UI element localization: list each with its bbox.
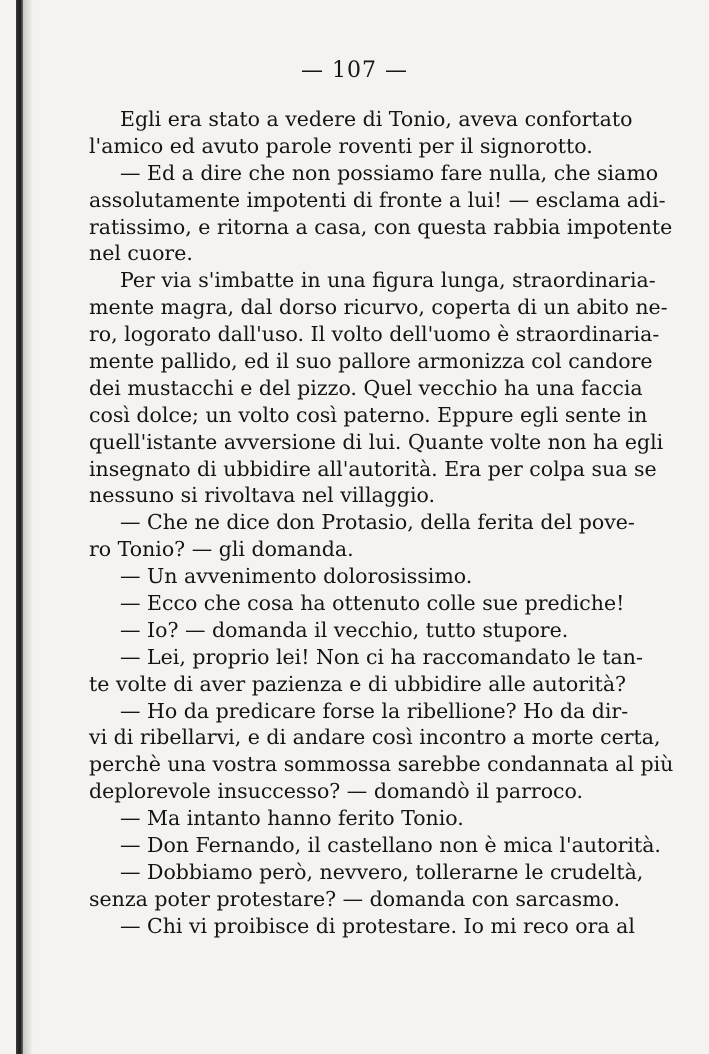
text-line: assolutamente impotenti di fronte a lui! — esclama adi- <box>89 187 666 212</box>
text-line: ro Tonio? — gli domanda. <box>89 537 354 562</box>
text-line: — Ma intanto hanno ferito Tonio. <box>120 806 464 831</box>
text-line: Egli era stato a vedere di Tonio, aveva confortato <box>120 107 633 131</box>
binding-edge <box>16 0 23 1054</box>
text-line: ratissimo, e ritorna a casa, con questa rabbia impotente <box>89 214 673 239</box>
text-line: ro, logorato dall'uso. Il volto dell'uomo è straordinaria- <box>89 322 660 347</box>
text-line: quell'istante avversione di lui. Quante volte non ha egli <box>89 429 664 454</box>
text-line: nessuno si rivoltava nel villaggio. <box>89 483 436 508</box>
text-line: mente magra, dal dorso ricurvo, coperta di un abito ne- <box>89 295 668 320</box>
text-line: Per via s'imbatte in una figura lunga, straordinaria- <box>120 268 656 293</box>
text-line: — Ecco che cosa ha ottenuto colle sue prediche! <box>120 591 625 616</box>
text-line: insegnato di ubbidire all'autorità. Era per colpa sua se <box>89 456 657 481</box>
text-line: nel cuore. <box>89 241 193 266</box>
binding-shadow <box>23 0 33 1054</box>
text-line: l'amico ed avuto parole roventi per il signorotto. <box>89 133 593 158</box>
text-line: dei mustacchi e del pizzo. Quel vecchio ha una faccia <box>89 375 643 400</box>
text-line: — Ho da predicare forse la ribellione? Ho da dir- <box>120 698 629 723</box>
text-line: — Io? — domanda il vecchio, tutto stupore. <box>120 617 569 642</box>
text-line: — Lei, proprio lei! Non ci ha raccomandato le tan- <box>120 644 643 669</box>
text-line: perchè una vostra sommossa sarebbe condannata al più <box>89 752 674 777</box>
text-line: vi di ribellarvi, e di andare così incontro a morte certa, <box>89 725 661 750</box>
text-line: mente pallido, ed il suo pallore armonizza col candore <box>89 349 653 374</box>
text-line: te volte di aver pazienza e di ubbidire alle autorità? <box>89 671 627 696</box>
text-line: — Ed a dire che non possiamo fare nulla, che siamo <box>120 160 659 185</box>
text-line: — Un avvenimento dolorosissimo. <box>120 564 473 589</box>
text-line: — Dobbiamo però, nevvero, tollerarne le crudeltà, <box>120 859 644 884</box>
text-line: — Chi vi proibisce di protestare. Io mi reco ora al <box>120 913 635 938</box>
text-line: — Don Fernando, il castellano non è mica l'autorità. <box>120 833 661 858</box>
body-text <box>89 106 674 940</box>
page-number: — 107 — <box>301 58 408 83</box>
text-line: deplorevole insuccesso? — domandò il parroco. <box>89 779 584 804</box>
text-line: così dolce; un volto così paterno. Eppure egli sente in <box>89 402 648 427</box>
text-line: senza poter protestare? — domanda con sarcasmo. <box>89 886 621 911</box>
text-line: — Che ne dice don Protasio, della ferita del pove- <box>120 510 635 535</box>
